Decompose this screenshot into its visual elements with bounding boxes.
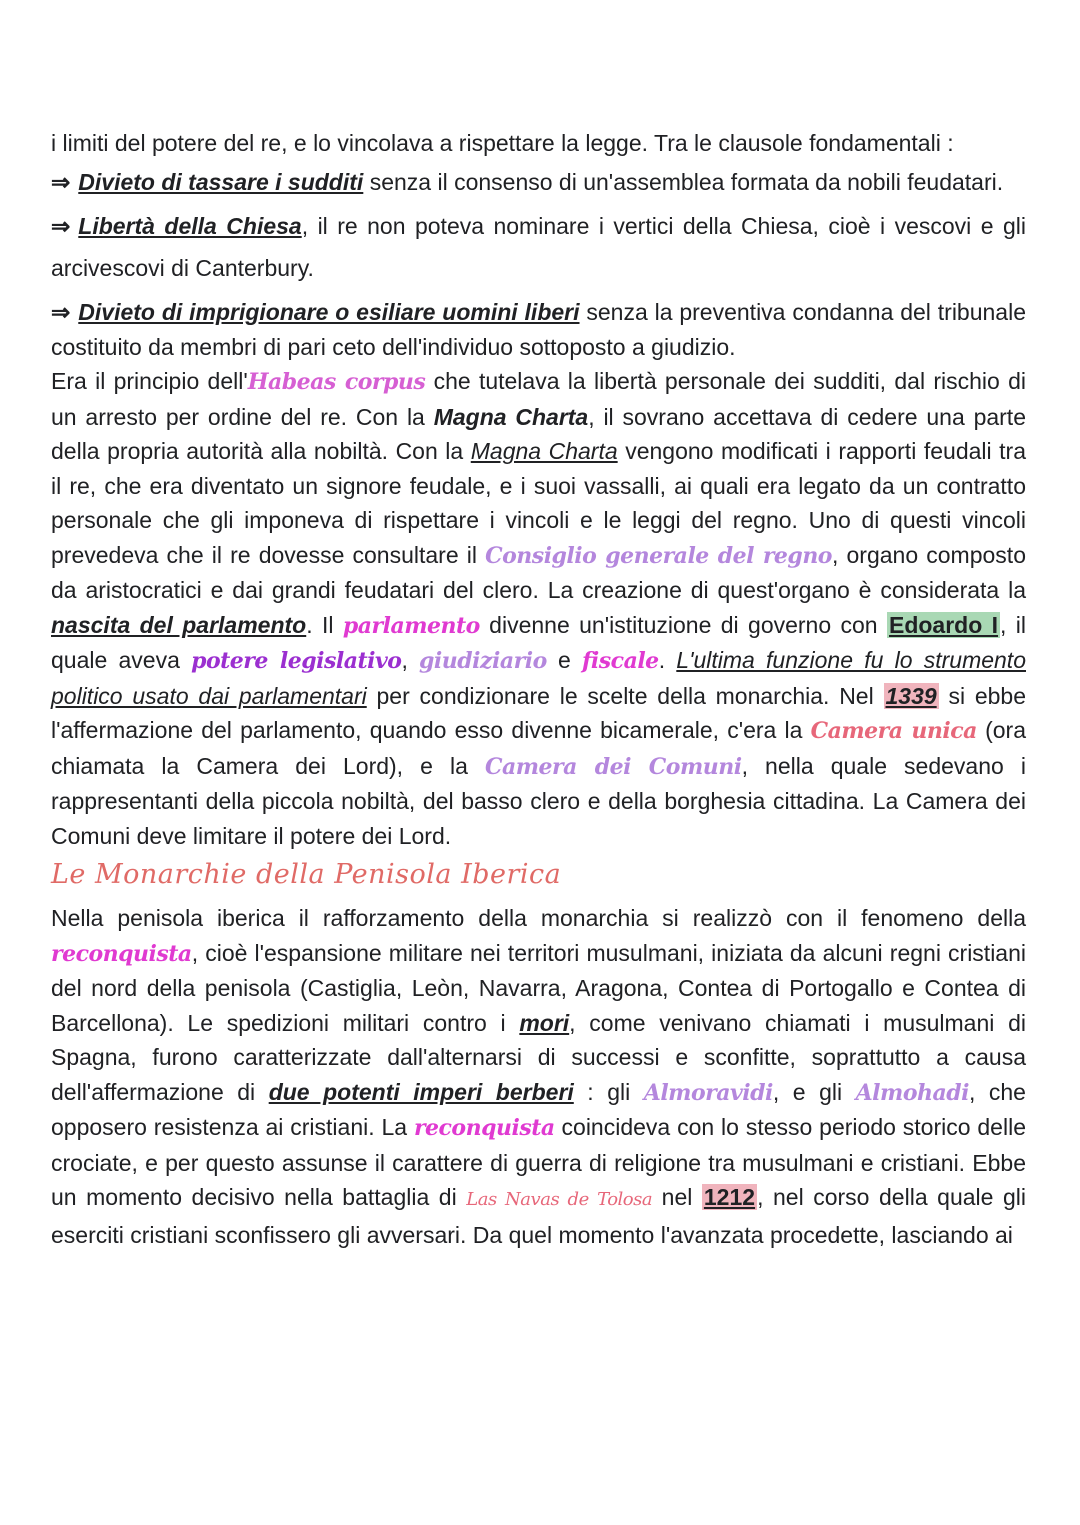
text-run: per condizionare le scelte della monarchia. Nel [366,682,884,709]
almoravidi-term: Almoravidi [643,1079,773,1106]
section-heading: Le Monarchie della Penisola Iberica [51,859,562,890]
text-run: , il quale aveva [51,611,1027,673]
nascita-parlamento-term: nascita del parlamento [51,611,307,638]
text-run: , e gli [772,1078,856,1105]
text-run: coincideva con lo stesso periodo storico delle crociate, e per questo assunse il carattere di guerra di religione tra musulmani e cristiani. Ebbe un momento decisivo nella battaglia di [51,1114,1026,1210]
year-1339-highlight: 1339 [885,682,937,709]
reconquista-term: reconquista [51,940,192,967]
clause-text-3: senza la preventiva condanna del tribunale costituito da membri di pari ceto dell'individuo sottoposto a giudizio. [51,299,1026,360]
text-run: , [401,647,420,673]
clause-title-3: Divieto di imprigionare o esiliare uomini liberi [78,299,580,325]
text-run: divenne un'istituzione di governo con [479,611,887,638]
clause-title-2: Libertà della Chiesa [78,213,302,239]
text-run: Nella penisola iberica il rafforzamento della monarchia si realizzò con il fenomeno della [51,905,1026,931]
camera-comuni-term: Camera dei Comuni [484,753,742,780]
text-run: si ebbe l'affermazione del parlamento, quando esso divenne bicamerale, c'era la [51,682,1027,743]
potere-legislativo-term: potere legislativo [191,648,402,674]
text-run: . Il [306,611,343,638]
magna-charta-term-underlined: Magna Charta [470,438,618,464]
text-run: , cioè l'espansione militare nei territori musulmani, iniziata da alcuni regni cristiani del nord della penisola (Castiglia, Leòn, Navarra, Aragona, Contea di Portogallo e Contea di Barcellona). Le spedizioni militari contro i [51,939,1026,1036]
clause-item-1 [51,165,1026,200]
clause-item-2 [51,205,1026,289]
clause-title-1: Divieto di tassare i sudditi [78,168,364,195]
text-run: , nel corso della quale gli eserciti cristiani sconfissero gli avversari. Da quel momento l'avanzata procedette, lasciando ai [51,1184,1026,1248]
edoardo-highlight: Edoardo I [888,611,999,638]
text-run: , che opposero resistenza ai cristiani. La [51,1078,1026,1140]
las-navas-term: Las Navas de Tolosa [466,1189,653,1210]
iberian-paragraph [51,901,1026,1252]
consiglio-generale-term: Consiglio generale del regno [485,542,832,569]
intro-text: i limiti del potere del re, e lo vincolava a rispettare la legge. Tra le clausole fondamentali : [51,130,954,156]
giudiziario-term: giudiziario [419,648,547,674]
text-run: . [658,647,677,673]
magna-charta-term: Magna Charta [433,403,589,430]
text-run: : gli [573,1078,644,1105]
intro-paragraph [51,126,1026,161]
text-run: , come venivano chiamati i musulmani di Spagna, furono caratterizzate dall'alternarsi di successi e sconfitte, soprattutto a causa dell'affermazione di [51,1009,1026,1105]
magna-charta-paragraph [51,364,1026,853]
clause-text-2: , il re non poteva nominare i vertici della Chiesa, cioè i vescovi e gli arcivescovi di Canterbury. [51,213,1026,281]
ultima-funzione-phrase: L'ultima funzione fu lo strumento politico usato dai parlamentari [51,647,1026,709]
text-run: e [546,647,582,673]
arrow-icon: ⇒ [51,213,71,239]
reconquista-term-2: reconquista [413,1115,555,1141]
almohadi-term: Almohadi [855,1079,969,1106]
text-run: , nella quale sedevano i rappresentanti della piccola nobiltà, del basso clero e della borghesia cittadina. La Camera dei Comuni deve limitare il potere dei Lord. [51,752,1026,849]
imperi-berberi-term: due potenti imperi berberi [268,1078,574,1105]
text-run: , il sovrano accettava di cedere una parte della propria autorità alla nobiltà. Con la [51,403,1026,464]
parlamento-term: parlamento [342,612,480,639]
text-run: nel [652,1184,702,1210]
arrow-icon: ⇒ [51,168,71,195]
text-run: , organo composto da aristocratici e dai grandi feudatari del clero. La creazione di quest'organo è considerata la [51,541,1026,603]
fiscale-term: fiscale [581,648,659,674]
text-run: vengono modificati i rapporti feudali tra il re, che era diventato un signore feudale, e i suoi vassalli, ai quali era legato da un contratto personale che gli imponeva di rispettare i vincoli e le leggi del regno. Uno di questi vincoli prevedeva che il re dovesse consultare il [51,438,1026,568]
text-run: che tutelava la libertà personale dei sudditi, dal rischio di un arresto per ordine del re. Con la [51,368,1026,430]
clause-text-1: senza il consenso di un'assemblea formata da nobili feudatari. [363,168,1004,195]
year-1212-highlight: 1212 [703,1184,756,1210]
text-run: Era il principio dell' [51,368,248,394]
habeas-corpus-term: Habeas corpus [247,369,426,395]
mori-term: mori [519,1009,570,1036]
arrow-icon: ⇒ [51,299,71,325]
text-run: (ora chiamata la Camera dei Lord), e la [51,717,1026,779]
clause-item-3 [51,295,1026,364]
camera-unica-term: Camera unica [810,718,977,744]
